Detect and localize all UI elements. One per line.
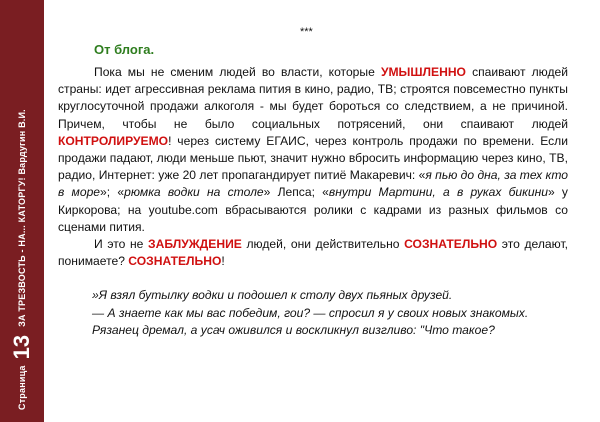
text: ! через систему ЕГАИС, через контроль продажи по времени. Если продажи падают, люди меньше пьют, значит нужно вбросить информацию через кино, ТВ, радио, Интернет: уже 20 лет пропагандирует питиё Макаревич: «	[58, 133, 568, 183]
text: И это не	[94, 237, 149, 252]
quote-line: Рязанец дремал, а усач оживился и воскликнул визгливо: "Что такое?	[92, 322, 495, 337]
paragraph-2	[58, 236, 568, 270]
text: спаивают людей страны: идет агрессивная реклама пития в кино, радио, ТВ; строятся повсеместно пункты круглосуточной продажи алкоголя - мы будет бороться со следствием, а не причиной. Причем, чтобы не было социальных потрясений, они спаивают людей	[58, 65, 568, 131]
quote-line: »Я взял бутылку водки и подошел к столу двух пьяных друзей.	[92, 288, 453, 303]
text: »; «	[100, 185, 125, 200]
text: людей, они действительно	[241, 237, 405, 252]
quote-italic: внутри Мартини, а в руках бикини	[328, 185, 548, 200]
page-sidebar	[0, 0, 44, 422]
book-title: ЗА ТРЕЗВОСТЬ - НА... КАТОРГУ! Вардугин В.И.	[17, 109, 27, 327]
highlight-word: ЗАБЛУЖДЕНИЕ	[148, 237, 242, 252]
sidebar-caption	[0, 0, 44, 422]
article-body	[58, 64, 568, 339]
page-number: 13	[9, 334, 34, 360]
highlight-word: УМЫШЛЕННО	[380, 65, 466, 79]
text: это делают, понимаете?	[58, 237, 568, 269]
paragraph-1	[58, 64, 568, 236]
quote-italic: я пью до дна, за тех кто в море	[58, 168, 569, 200]
quote-italic: рюмка водки на столе	[124, 185, 264, 200]
highlight-word: СОЗНАТЕЛЬНО	[404, 237, 498, 252]
text: » у Киркорова; на youtube.com вбрасываются ролики с кадрами из разных фильмов со сценами пития.	[58, 185, 568, 234]
page-label: Страница	[17, 365, 27, 410]
text: !	[221, 254, 225, 269]
text: Пока мы не сменим людей во власти, которые	[94, 65, 381, 79]
spacer	[58, 270, 568, 287]
text: » Лепса; «	[263, 185, 329, 200]
section-separator: ***	[300, 26, 313, 38]
section-heading: От блога.	[94, 42, 155, 57]
quote-line: — А знаете как мы вас победим, гои? — спросил я у своих новых знакомых.	[92, 305, 529, 320]
highlight-word: СОЗНАТЕЛЬНО	[128, 254, 222, 269]
highlight-word: КОНТРОЛИРУЕМО	[58, 133, 169, 148]
